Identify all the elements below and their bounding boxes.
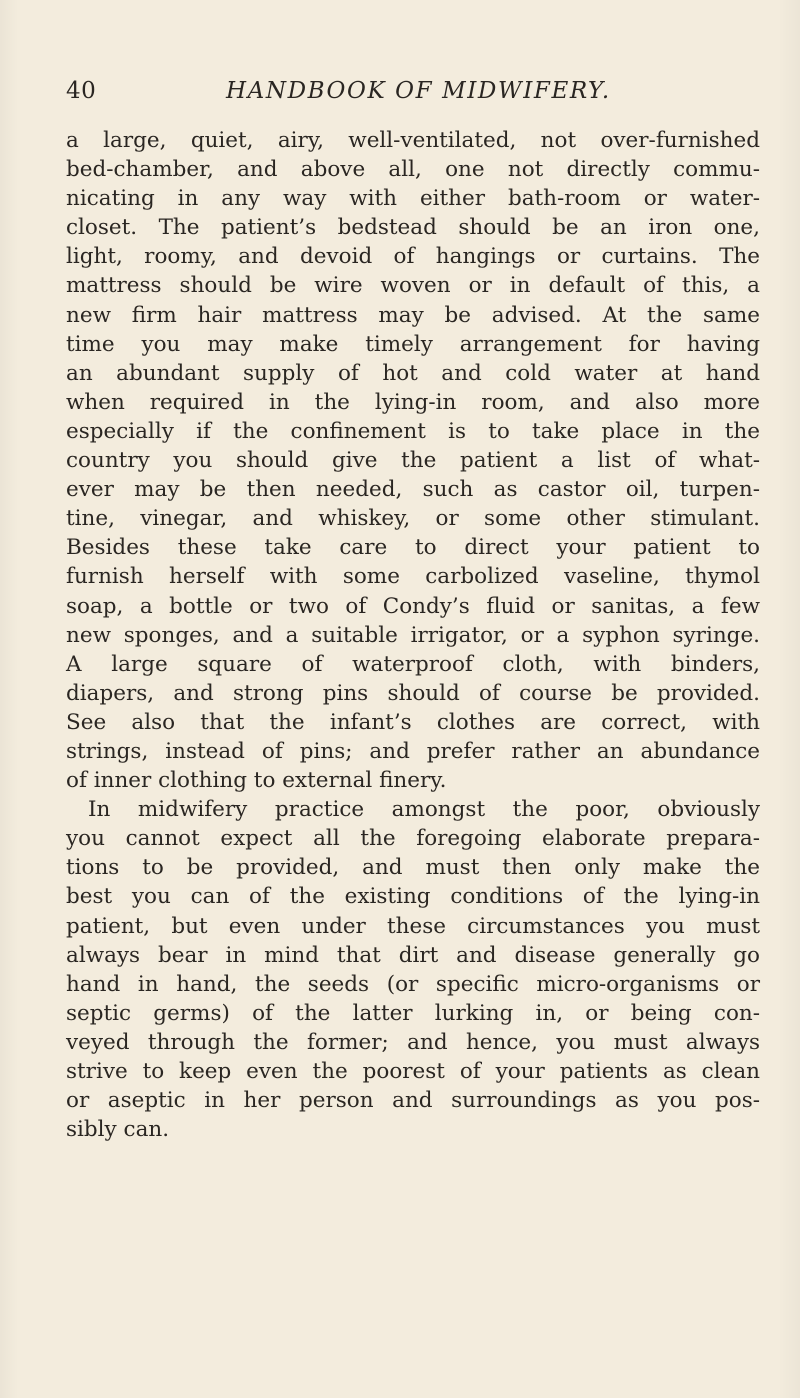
text-line: soap, a bottle or two of Condy’s fluid or sanitas, a few [66, 593, 760, 619]
text-line: veyed through the former; and hence, you must always [66, 1029, 760, 1055]
text-line: time you may make timely arrangement for having [66, 331, 760, 357]
text-line: patient, but even under these circumstances you must [66, 913, 760, 939]
text-line: tions to be provided, and must then only make the [66, 855, 760, 881]
text-line: tine, vinegar, and whiskey, or some other stimulant. [66, 506, 760, 532]
text-line: hand in hand, the seeds (or specific micro-organisms or [66, 971, 760, 997]
text-line: especially if the confinement is to take place in the [66, 418, 760, 444]
text-line: a large, quiet, airy, well-ventilated, not over-furnished [66, 128, 760, 153]
text-line: light, roomy, and devoid of hangings or curtains. The [66, 244, 760, 270]
text-line: diapers, and strong pins should of course be provided. [66, 680, 760, 706]
text-line: bed-chamber, and above all, one not directly commu- [66, 157, 760, 183]
text-line: furnish herself with some carbolized vaseline, thymol [66, 564, 760, 590]
text-line: strive to keep even the poorest of your patients as clean [66, 1059, 760, 1084]
text-line: septic germs) of the latter lurking in, or being con- [66, 1000, 760, 1026]
body-text [66, 126, 760, 1144]
running-title: HANDBOOK OF MIDWIFERY. [226, 78, 611, 104]
text-line: nicating in any way with either bath-room or water- [66, 186, 760, 212]
text-line: new sponges, and a suitable irrigator, or a syphon syringe. [66, 622, 760, 648]
text-line: In midwifery practice amongst the poor, obviously [88, 797, 760, 823]
text-line: closet. The patient’s bedstead should be an iron one, [66, 215, 760, 241]
text-line: of inner clothing to external finery. [66, 768, 447, 794]
text-line: strings, instead of pins; and prefer rather an abundance [66, 738, 760, 764]
text-line: See also that the infant’s clothes are correct, with [66, 709, 760, 735]
text-line: new firm hair mattress may be advised. At the same [66, 302, 760, 328]
running-head [0, 78, 800, 118]
text-line: or aseptic in her person and surroundings as you pos- [66, 1088, 760, 1114]
text-line: A large square of waterproof cloth, with binders, [66, 651, 760, 677]
text-line: an abundant supply of hot and cold water at hand [66, 360, 760, 386]
text-line: when required in the lying-in room, and also more [66, 389, 760, 415]
text-line: sibly can. [66, 1117, 170, 1143]
text-line: country you should give the patient a list of what- [66, 448, 760, 474]
text-line: Besides these take care to direct your patient to [66, 535, 760, 561]
page-number: 40 [66, 78, 97, 104]
text-line: always bear in mind that dirt and disease generally go [66, 942, 760, 968]
text-line: best you can of the existing conditions of the lying-in [66, 884, 760, 910]
text-line: ever may be then needed, such as castor oil, turpen- [66, 477, 760, 503]
text-line: you cannot expect all the foregoing elaborate prepara- [66, 826, 760, 852]
text-line: mattress should be wire woven or in default of this, a [66, 273, 760, 299]
